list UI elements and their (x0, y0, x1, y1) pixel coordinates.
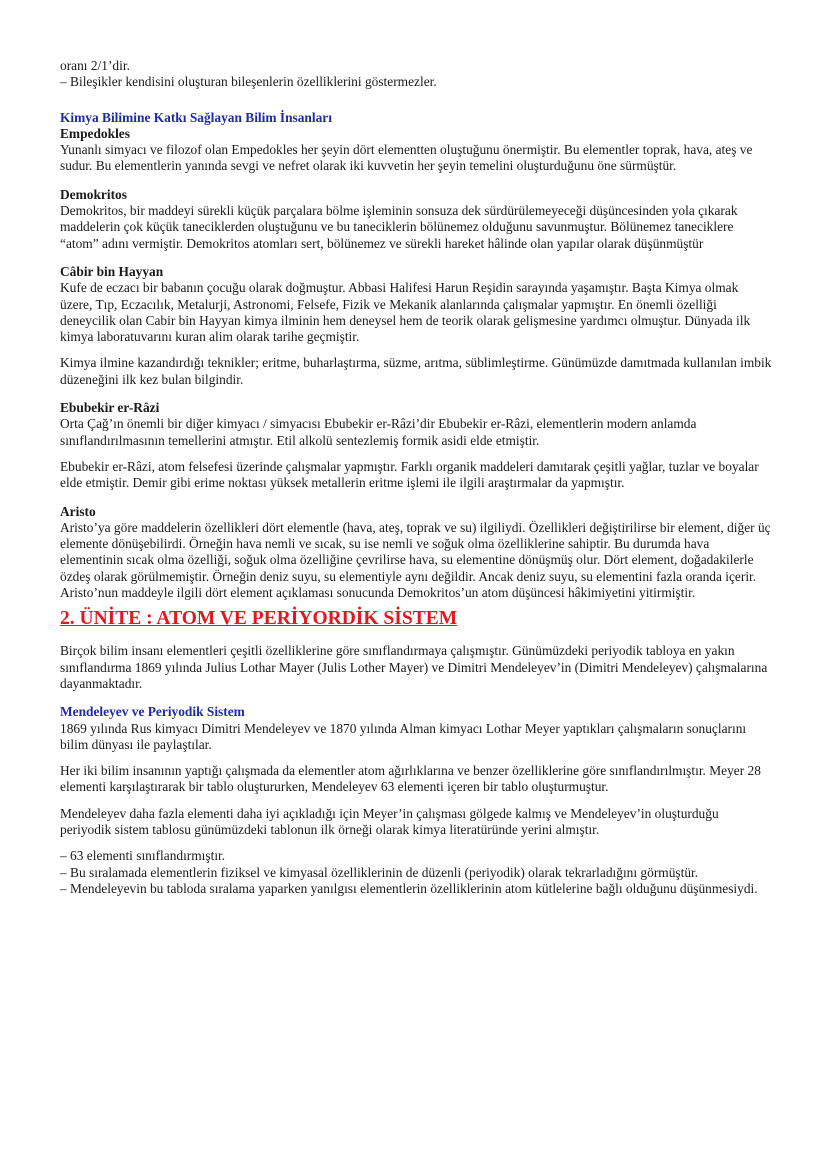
bullet-3: – Mendeleyevin bu tabloda sıralama yaparken yanılgısı elementlerin özelliklerinin atom kütlelerine bağlı olduğunu düşünmesiydi. (60, 880, 758, 896)
paragraph-mendeleyev-1: 1869 yılında Rus kimyacı Dimitri Mendeleyev ve 1870 yılında Alman kimyacı Lothar Meyer yaptıkları çalışmaların sonuçlarını bilim dünyası ile paylaştılar. (60, 720, 747, 752)
intro-line-2: – Bileşikler kendisini oluşturan bileşenlerin özelliklerini göstermezler. (60, 74, 437, 90)
section-title-mendeleyev: Mendeleyev ve Periyodik Sistem (60, 704, 245, 720)
paragraph-aristo: Aristo’ya göre maddelerin özellikleri dört elementle (hava, ateş, toprak ve su) ilgiliydi. Özellikleri değiştirilirse bir element, diğer üç elemente dönüşebilirdi. Örneğin hava nemli ve sıcak, su ise nemli ve soğuk olma özelliklerine sahiptir. Bu durumda hava elementinin sıcak olma özelliği, soğuk olma özelliğine çevrilirse hava, su elementine dönüşmüş olur. Dört element, doğadakilerle özdeş olarak görülmemiştir. Örneğin deniz suyu, su elementiyle aynı değildir. Ancak deniz suyu, su elementini fazla oranda içerir. Aristo’nun maddeyle ilgili dört element açıklaması sonucunda Demokritos’un atom düşüncesi hâkimiyetini yitirmiştir. (60, 519, 771, 601)
heading-aristo: Aristo (60, 503, 96, 519)
paragraph-cabir-2: Kimya ilmine kazandırdığı teknikler; eritme, buharlaştırma, süzme, arıtma, süblimleştirme. Günümüzde damıtmada kullanılan imbik düzeneğini ilk kez bulan bilgindir. (60, 355, 772, 387)
bullet-1: – 63 elementi sınıflandırmıştır. (60, 848, 226, 864)
bullet-2: – Bu sıralamada elementlerin fiziksel ve kimyasal özelliklerinin de düzenli (periyodik) olarak tekrarladığını görmüştür. (60, 864, 699, 880)
heading-cabir: Câbir bin Hayyan (60, 263, 164, 279)
paragraph-razi-1: Orta Çağ’ın önemli bir diğer kimyacı / simyacısı Ebubekir er-Râzi’dir Ebubekir er-Râzi, elementlerin modern anlamda sınıflandırılmasının temellerini atmıştır. Etil alkolü sentezlemiş formik asidi elde etmiştir. (60, 416, 697, 448)
paragraph-cabir-1: Kufe de eczacı bir babanın çocuğu olarak doğmuştur. Abbasi Halifesi Harun Reşidin sarayında yaşamıştır. Başta Kimya olmak üzere, Tıp, Eczacılık, Metalurji, Astronomi, Felsefe, Fizik ve Mekanik alanlarında çalışmalar yapmıştır. En önemli özelliği deneycilik olan Cabir bin Hayyan kimya ilminin hem deneysel hem de teorik olarak gelişmesine yardımcı olmuştur. Dünyada ilk kimya laboratuvarını kuran alim olarak tarihe geçmiştir. (60, 280, 751, 345)
unit-2-title: 2. ÜNİTE : ATOM VE PERİYORDİK SİSTEM (60, 608, 458, 630)
heading-empedokles: Empedokles (60, 125, 130, 141)
heading-razi: Ebubekir er-Râzi (60, 400, 160, 416)
document-page (60, 58, 772, 897)
paragraph-unit2-intro: Birçok bilim insanı elementleri çeşitli özelliklerine göre sınıflandırmaya çalışmıştır. Günümüzdeki periyodik tabloya en yakın sınıflandırma 1869 yılında Julius Lothar Mayer (Julis Lother Mayer) ve Dimitri Mendeleyev’in (Dimitri Mendeleyev) çalışmalarına dayanmaktadır. (60, 643, 768, 691)
paragraph-mendeleyev-2: Her iki bilim insanının yaptığı çalışmada da elementler atom ağırlıklarına ve benzer özelliklerine göre sınıflandırılmıştır. Meyer 28 elementi karşılaştırarak bir tablo oluştururken, Mendeleyev 63 elementi içeren bir tablo oluşturmuştur. (60, 763, 761, 795)
paragraph-razi-2: Ebubekir er-Râzi, atom felsefesi üzerinde çalışmalar yapmıştır. Farklı organik maddeleri damıtarak çeşitli yağlar, tuzlar ve boyalar elde etmiştir. Demir gibi erime noktası yüksek metallerin eritme işlemi ile ilgili araştırmalar da yapmıştır. (60, 458, 759, 491)
paragraph-empedokles: Yunanlı simyacı ve filozof olan Empedokles her şeyin dört elementten oluştuğunu önermiştir. Bu elementler toprak, hava, ateş ve sudur. Bu elementlerin yanında sevgi ve nefret olarak iki kuvvetin her şeyin temelini oluşturduğunu öne sürmüştür. (60, 142, 753, 174)
section-title-scientists: Kimya Bilimine Katkı Sağlayan Bilim İnsanları (60, 109, 332, 125)
paragraph-mendeleyev-3: Mendeleyev daha fazla elementi daha iyi açıkladığı için Meyer’in çalışması gölgede kalmış ve Mendeleyev’in oluşturduğu periyodik sistem tablosu günümüzdeki tablonun ilk örneği olarak kimya literatüründe yerini almıştır. (60, 805, 719, 837)
intro-line-1: oranı 2/1’dir. (60, 58, 130, 73)
paragraph-demokritos: Demokritos, bir maddeyi sürekli küçük parçalara bölme işleminin sonsuza dek sürdürülemeyeceği düşüncesinden yola çıkarak maddelerin çok küçük taneciklerden oluştuğunu ve bu taneciklerin bölünemez olduğunu savunmuştur. Bölünemez taneciklere “atom” adını vermiştir. Demokritos atomları sert, bölünemez ve sürekli hareket hâlinde olan yapılar olarak düşünmüştür (60, 203, 738, 251)
heading-demokritos: Demokritos (60, 186, 127, 202)
